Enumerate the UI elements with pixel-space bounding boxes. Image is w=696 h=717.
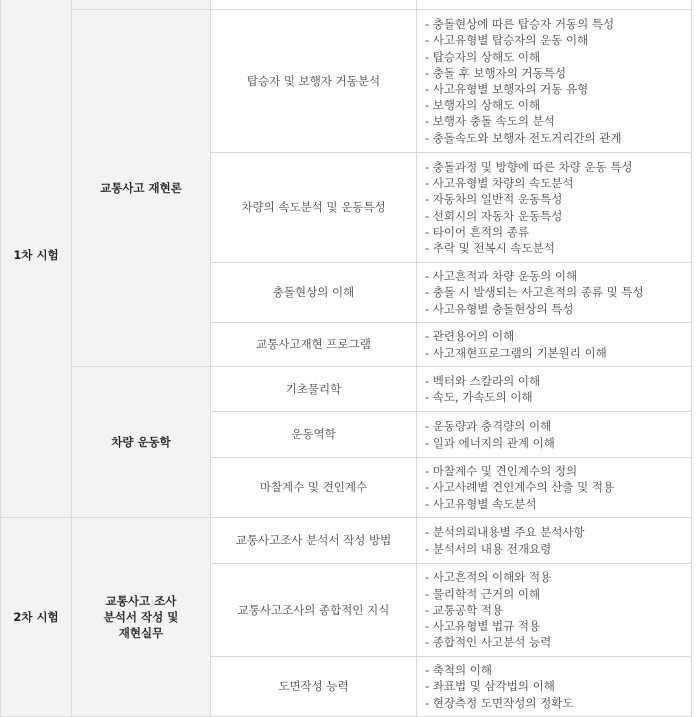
- topic-cell: 마찰계수 및 견인계수: [211, 458, 417, 518]
- items-cell: [417, 518, 692, 564]
- list-item: - 탑승자의 상해도 이해: [425, 49, 541, 64]
- list-item: - 분석서의 내용 전개요령: [425, 541, 552, 556]
- list-item: - 마찰계수 및 견인계수의 정의: [425, 464, 578, 479]
- subject-cell-empty: [72, 0, 211, 10]
- topic-cell: 운동역학: [211, 412, 417, 458]
- list-item: - 분석의뢰내용별 주요 분석사항: [425, 525, 585, 540]
- list-item: - 운동량과 충격량의 이해: [425, 419, 552, 434]
- list-item: - 충돌 시 발생되는 사고흔적의 종류 및 특성: [425, 285, 644, 300]
- list-item: - 선회시의 자동차 운동특성: [425, 208, 563, 223]
- topic-cell: 교통사고조사 분석서 작성 방법: [211, 518, 417, 564]
- list-item: - 사고유형별 속도분석: [425, 496, 537, 511]
- topic-cell: 차량의 속도분석 및 운동특성: [211, 153, 417, 263]
- list-item: - 종합적인 사고분석 능력: [425, 635, 552, 650]
- exam-cell-2: 2차 시험: [1, 518, 72, 717]
- list-item: - 사고흔적의 이해와 적용: [425, 570, 552, 585]
- table-row: [1, 518, 692, 564]
- items-cell: [417, 564, 692, 657]
- subject-line: 분석서 작성 및: [103, 609, 179, 624]
- list-item: - 현장측정 도면작성의 정확도: [425, 695, 574, 710]
- list-item: - 사고유형별 충돌현상의 특성: [425, 301, 574, 316]
- topic-cell: 도면작성 능력: [211, 657, 417, 717]
- list-item: - 타이어 흔적의 종류: [425, 224, 529, 239]
- list-item: - 사고유형별 탑승자의 운동 이해: [425, 33, 589, 48]
- list-item: - 사고유형별 법규 적용: [425, 619, 541, 634]
- list-item: - 보행자의 상해도 이해: [425, 98, 541, 113]
- list-item: - 일과 에너지의 관계 이해: [425, 435, 555, 450]
- items-cell: [417, 323, 692, 367]
- subject-line: 교통사고 조사: [105, 593, 177, 608]
- topic-cell: 충돌현상의 이해: [211, 263, 417, 323]
- list-item: - 속도, 가속도의 이해: [425, 390, 533, 404]
- list-item: - 충돌과정 및 방향에 따른 차량 운동 특성: [425, 159, 633, 174]
- topic-cell: 기초물리학: [211, 367, 417, 412]
- subject-line: 재현실무: [118, 626, 164, 641]
- table-row: [1, 367, 692, 412]
- items-cell: [417, 153, 692, 263]
- items-cell: [417, 657, 692, 717]
- list-item: - 좌표법 및 삼각법의 이해: [425, 679, 555, 694]
- list-item: - 사고흔적과 차량 운동의 이해: [425, 269, 578, 284]
- list-item: - 충돌현상에 따른 탑승자 거동의 특성: [425, 17, 615, 32]
- list-item: - 벡터와 스칼라의 이해: [425, 373, 541, 388]
- list-item: - 충돌속도와 보행자 전도거리간의 관계: [425, 130, 622, 145]
- exam-cell-1: 1차 시험: [1, 0, 72, 518]
- list-item: - 물리학적 근거의 이해: [425, 586, 541, 601]
- topic-cell: 탑승자 및 보행자 거동분석: [211, 10, 417, 153]
- list-item: - 추락 및 전복시 속도분석: [425, 240, 555, 255]
- items-cell: [417, 458, 692, 518]
- list-item: - 관련용어의 이해: [425, 329, 515, 344]
- subject-cell-dynamics: 차량 운동학: [72, 367, 211, 518]
- topic-cell: 교통사고재현 프로그램: [211, 323, 417, 367]
- table-row: [1, 10, 692, 153]
- list-item: - 자동차의 일반적 운동특성: [425, 192, 563, 207]
- topic-cell: 교통사고조사의 종합적인 지식: [211, 564, 417, 657]
- list-item: - 사고사례별 견인계수의 산출 및 적용: [425, 480, 615, 495]
- items-cell: [417, 412, 692, 458]
- list-item: - 사고유형별 차량의 속도분석: [425, 176, 574, 191]
- list-item: - 축척의 이해: [425, 663, 493, 678]
- list-item: - 사고유형별 보행자의 거동 유형: [425, 82, 589, 96]
- list-item: - 교통공학 적용: [425, 602, 504, 617]
- items-cell: [417, 263, 692, 323]
- list-item: - 충돌 후 보행자의 거동특성: [425, 65, 566, 80]
- subject-cell-reconstruction: 교통사고 재현론: [72, 10, 211, 367]
- items-cell: [417, 367, 692, 412]
- table-row: [1, 0, 692, 10]
- topic-cell-empty: [211, 0, 417, 10]
- list-item: - 보행자 충돌 속도의 분석: [425, 114, 555, 129]
- list-item: - 사고재현프로그램의 기본원리 이해: [425, 345, 607, 360]
- items-cell-empty: [417, 0, 692, 10]
- items-cell: [417, 10, 692, 153]
- subject-cell-analysis: [72, 518, 211, 717]
